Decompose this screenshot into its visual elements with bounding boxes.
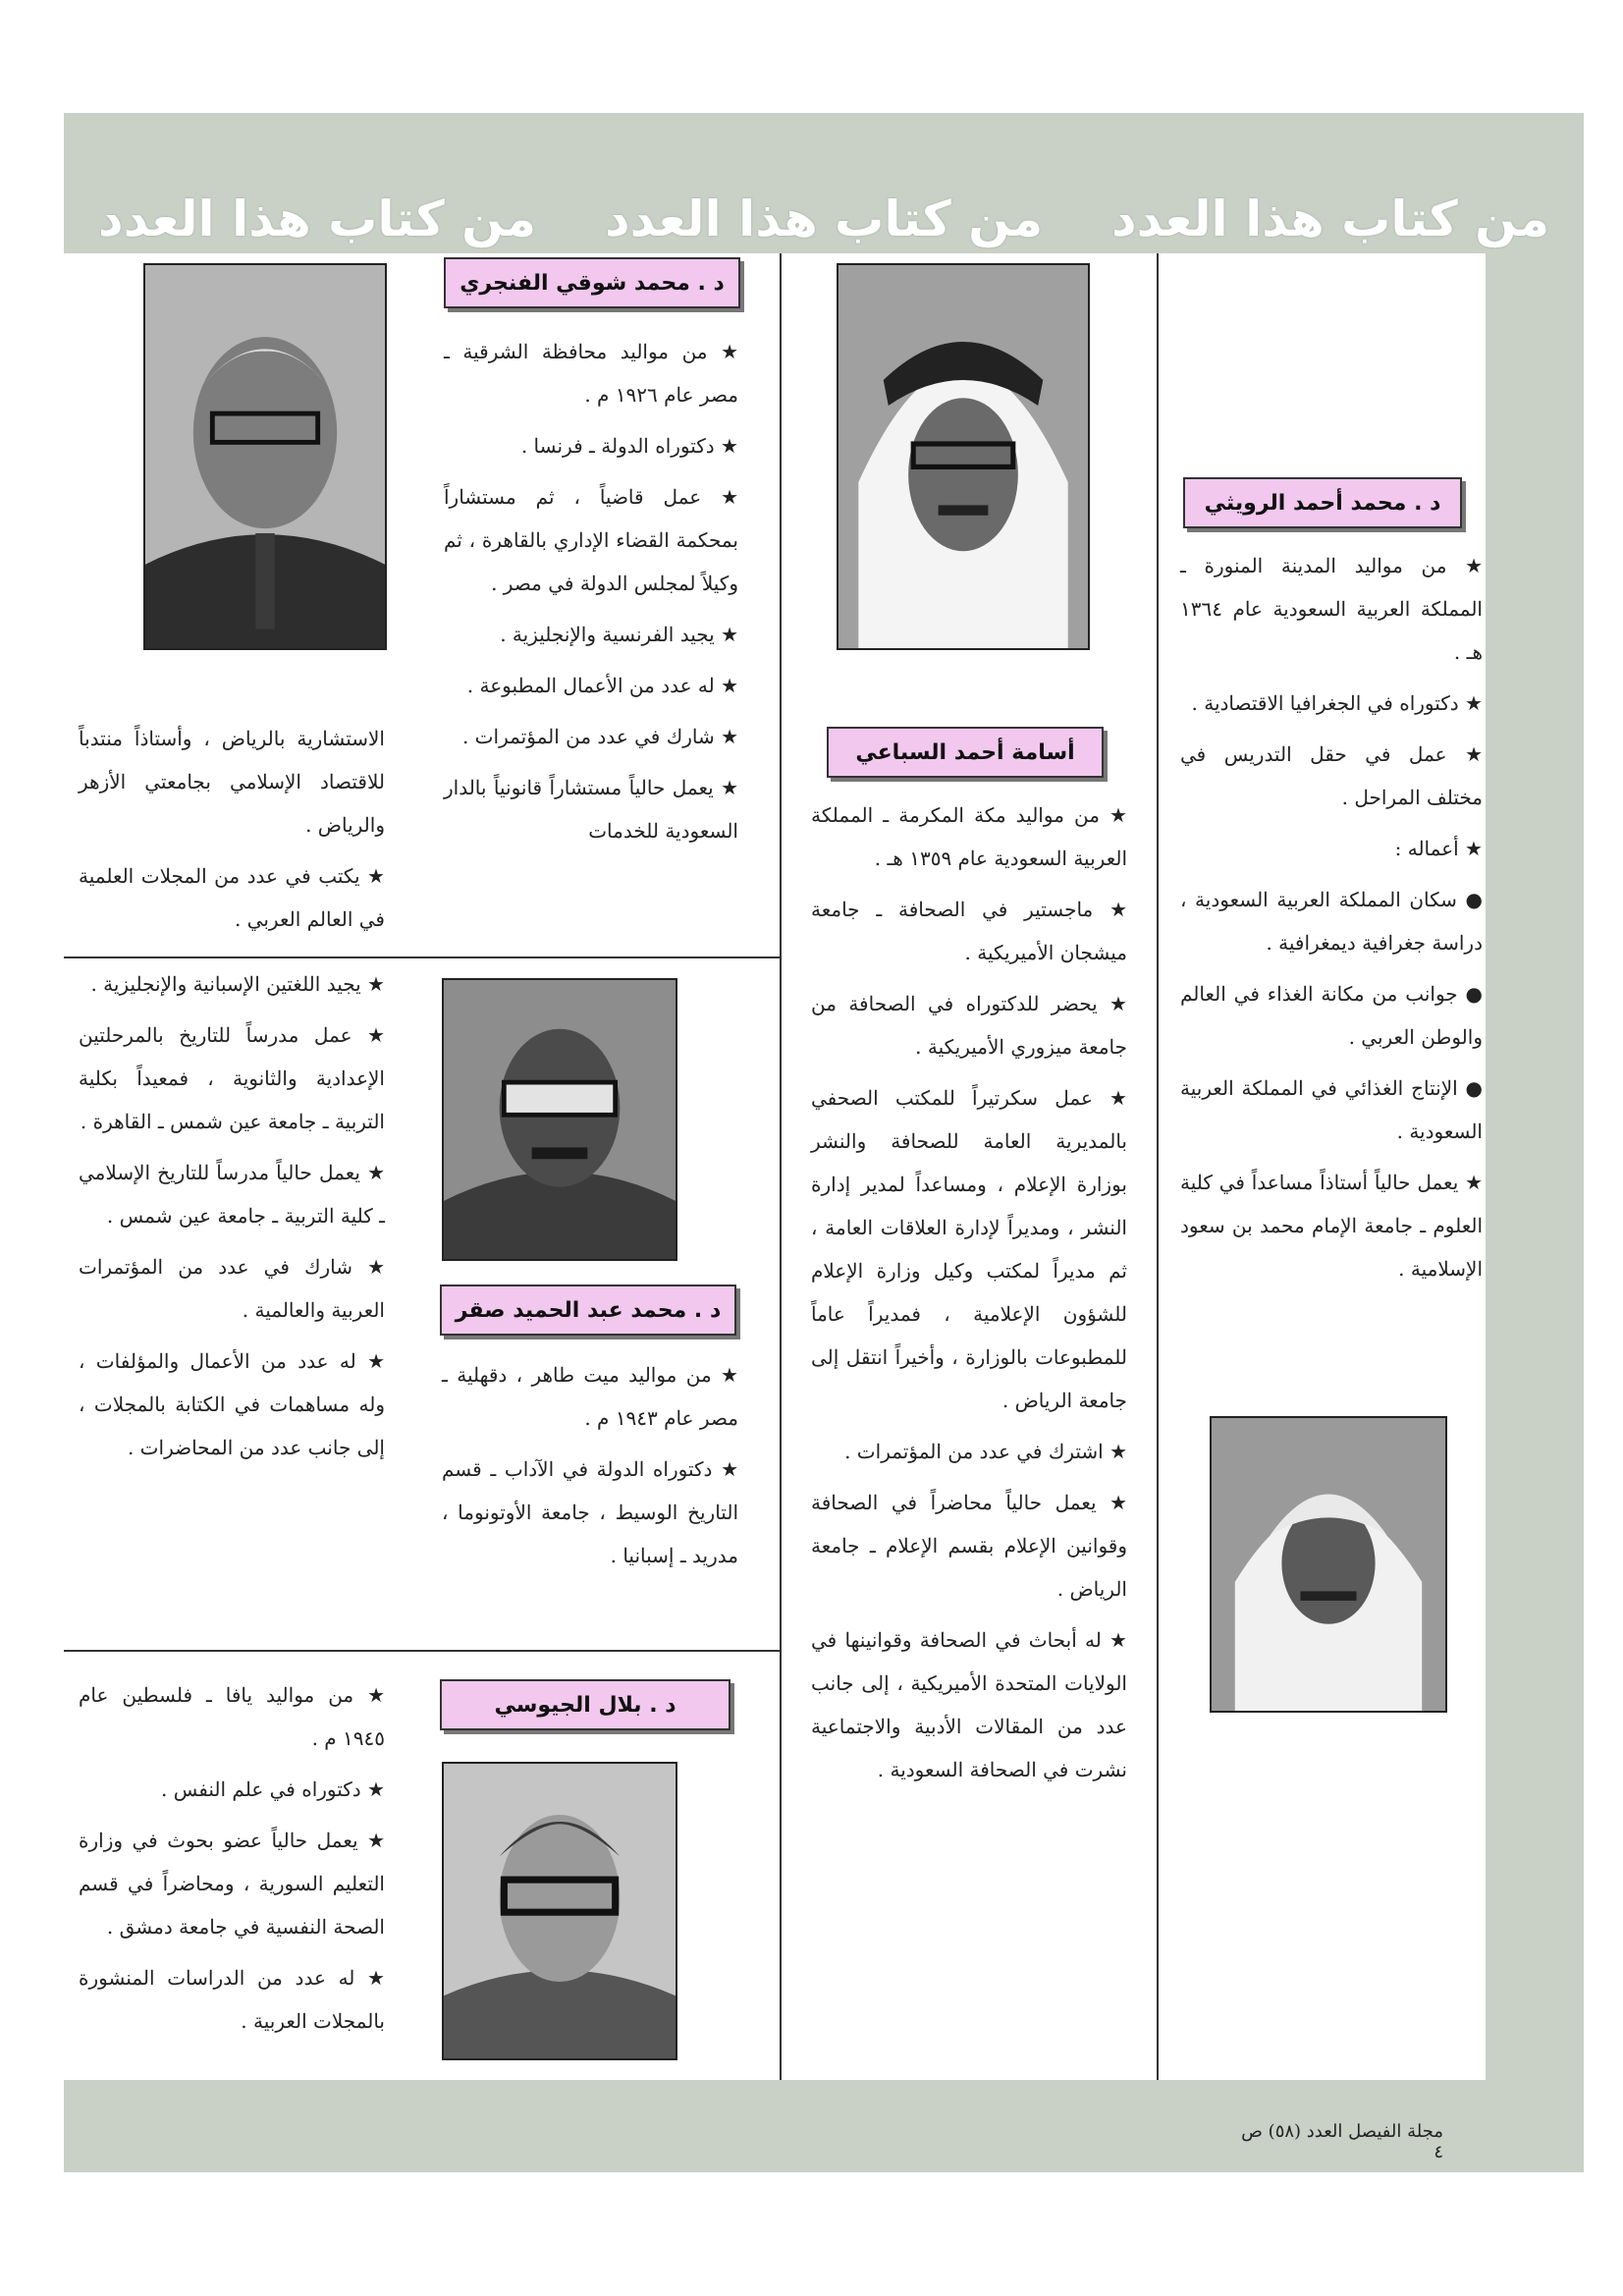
bio-4 <box>442 1353 738 1585</box>
person-name-5: د . بلال الجيوسي <box>494 1692 676 1718</box>
bio-4-side-line: ★ يجيد اللغتين الإسبانية والإنجليزية . <box>90 972 385 996</box>
bio-1-line: ● الإنتاج الغذائي في المملكة العربية السعودية . <box>1180 1076 1483 1143</box>
name-box-3 <box>444 257 740 308</box>
portrait-photo-5 <box>442 1762 677 2060</box>
bio-3-cont-line: الاستشارية بالرياض ، وأستاذاً منتدباً للاقتصاد الإسلامي بجامعتي الأزهر والرياض . <box>79 727 385 837</box>
bio-3-line: ★ شارك في عدد من المؤتمرات . <box>461 725 738 748</box>
bio-1-line: ★ عمل في حقل التدريس في مختلف المراحل . <box>1180 742 1483 809</box>
person-name-3: د . محمد شوقي الفنجري <box>460 270 725 296</box>
bio-2-line: ★ يعمل حالياً محاضراً في الصحافة وقوانين الإعلام بقسم الإعلام ـ جامعة الرياض . <box>811 1491 1127 1601</box>
bio-5-line: ★ دكتوراه في علم النفس . <box>161 1777 385 1801</box>
bio-2-line: ★ اشترك في عدد من المؤتمرات . <box>844 1440 1127 1463</box>
bio-5-line: ★ من مواليد يافا ـ فلسطين عام ١٩٤٥ م . <box>79 1683 385 1750</box>
bio-3-line: ★ من مواليد محافظة الشرقية ـ مصر عام ١٩٢٦ م . <box>444 340 738 407</box>
bio-2-line: ★ ماجستير في الصحافة ـ جامعة ميشجان الأميريكية . <box>811 898 1127 964</box>
portrait-photo-2 <box>837 263 1090 650</box>
person-name-2: أسامة أحمد السباعي <box>855 739 1075 765</box>
portrait-photo-3 <box>143 263 387 650</box>
portrait-photo-1 <box>1210 1416 1447 1713</box>
banner-text-3: من كتاب هذا العدد <box>97 191 537 247</box>
bio-2-line: ★ عمل سكرتيراً للمكتب الصحفي بالمديرية العامة للصحافة والنشر بوزارة الإعلام ، ومساعداً لمدير إدارة النشر ، ومديراً لإدارة العلاقات العامة ، ثم مديراً لمكتب وكيل وزارة الإعلام للشؤون الإعلامية ، فمديراً عاماً للمطبوعات بالوزارة ، وأخيراً انتقل إلى جامعة الرياض . <box>811 1086 1127 1412</box>
bio-5 <box>79 1673 385 2050</box>
bio-4-side-line: ★ شارك في عدد من المؤتمرات العربية والعالمية . <box>79 1255 385 1322</box>
name-box-2 <box>827 727 1104 778</box>
bio-1-line: ● سكان المملكة العربية السعودية ، دراسة جغرافية ديمغرافية . <box>1180 888 1483 955</box>
bio-4-line: ★ من مواليد ميت طاهر ، دقهلية ـ مصر عام ١٩٤٣ م . <box>442 1363 738 1430</box>
bio-4-side <box>79 962 385 1477</box>
bio-3-line: ★ يعمل حالياً مستشاراً قانونياً بالدار السعودية للخدمات <box>444 776 738 843</box>
bio-3 <box>444 330 738 860</box>
bio-5-line: ★ له عدد من الدراسات المنشورة بالمجلات العربية . <box>79 1966 385 2033</box>
bio-1 <box>1180 544 1483 1298</box>
bio-1-line: ★ أعماله : <box>1394 837 1483 860</box>
bio-5-line: ★ يعمل حالياً عضو بحوث في وزارة التعليم السورية ، ومحاضراً في قسم الصحة النفسية في جامعة دمشق . <box>79 1829 385 1939</box>
bio-3-line: ★ يجيد الفرنسية والإنجليزية . <box>500 623 738 646</box>
name-box-4 <box>440 1285 736 1336</box>
bio-4-side-line: ★ عمل مدرساً للتاريخ بالمرحلتين الإعدادية والثانوية ، فمعيداً بكلية التربية ـ جامعة عين شمس ـ القاهرة . <box>79 1023 385 1133</box>
bio-2-line: ★ من مواليد مكة المكرمة ـ المملكة العربية السعودية عام ١٣٥٩ هـ . <box>811 803 1127 870</box>
bio-2-line: ★ يحضر للدكتوراه في الصحافة من جامعة ميزوري الأميريكية . <box>811 992 1127 1059</box>
bio-1-line: ★ يعمل حالياً أستاذاً مساعداً في كلية العلوم ـ جامعة الإمام محمد بن سعود الإسلامية . <box>1180 1171 1483 1281</box>
column-divider-middle <box>780 253 782 2080</box>
banner-text-2: من كتاب هذا العدد <box>604 191 1044 247</box>
banner-text-1: من كتاب هذا العدد <box>1110 191 1550 247</box>
banner <box>64 175 1584 263</box>
bio-4-side-line: ★ يعمل حالياً مدرساً للتاريخ الإسلامي ـ كلية التربية ـ جامعة عين شمس . <box>79 1161 385 1228</box>
bio-3-line: ★ له عدد من الأعمال المطبوعة . <box>466 674 738 697</box>
page-footer: مجلة الفيصل العدد (٥٨) ص ٤ <box>1241 2121 1443 2162</box>
row-divider-2 <box>64 1650 780 1652</box>
bio-3-line: ★ عمل قاضياً ، ثم مستشاراً بمحكمة القضاء الإداري بالقاهرة ، ثم وكيلاً لمجلس الدولة في مصر . <box>444 485 738 595</box>
bio-4-line: ★ دكتوراه الدولة في الآداب ـ قسم التاريخ الوسيط ، جامعة الأوتونوما ، مدريد ـ إسبانيا . <box>442 1457 738 1567</box>
bio-3-continued <box>79 717 385 949</box>
bio-3-line: ★ دكتوراه الدولة ـ فرنسا . <box>520 434 738 458</box>
name-box-5 <box>440 1679 730 1730</box>
bio-1-line: ★ من مواليد المدينة المنورة ـ المملكة العربية السعودية عام ١٣٦٤ هـ . <box>1180 554 1483 664</box>
person-name-1: د . محمد أحمد الرويثي <box>1204 490 1441 516</box>
column-divider-right <box>1157 253 1159 2080</box>
bio-2 <box>811 793 1127 1799</box>
bio-3-cont-line: ★ يكتب في عدد من المجلات العلمية في العالم العربي . <box>79 864 385 931</box>
row-divider-1 <box>64 957 780 958</box>
bio-2-line: ★ له أبحاث في الصحافة وقوانينها في الولايات المتحدة الأميريكية ، إلى جانب عدد من المقالات الأدبية والاجتماعية نشرت في الصحافة السعودية . <box>811 1628 1127 1781</box>
bio-4-side-line: ★ له عدد من الأعمال والمؤلفات ، وله مساهمات في الكتابة بالمجلات ، إلى جانب عدد من المحاضرات . <box>79 1349 385 1459</box>
bio-1-line: ● جوانب من مكانة الغذاء في العالم والوطن العربي . <box>1180 982 1483 1049</box>
bio-1-line: ★ دكتوراه في الجغرافيا الاقتصادية . <box>1191 691 1483 715</box>
person-name-4: د . محمد عبد الحميد صقر <box>455 1297 722 1323</box>
name-box-1 <box>1183 477 1462 528</box>
portrait-photo-4 <box>442 978 677 1261</box>
